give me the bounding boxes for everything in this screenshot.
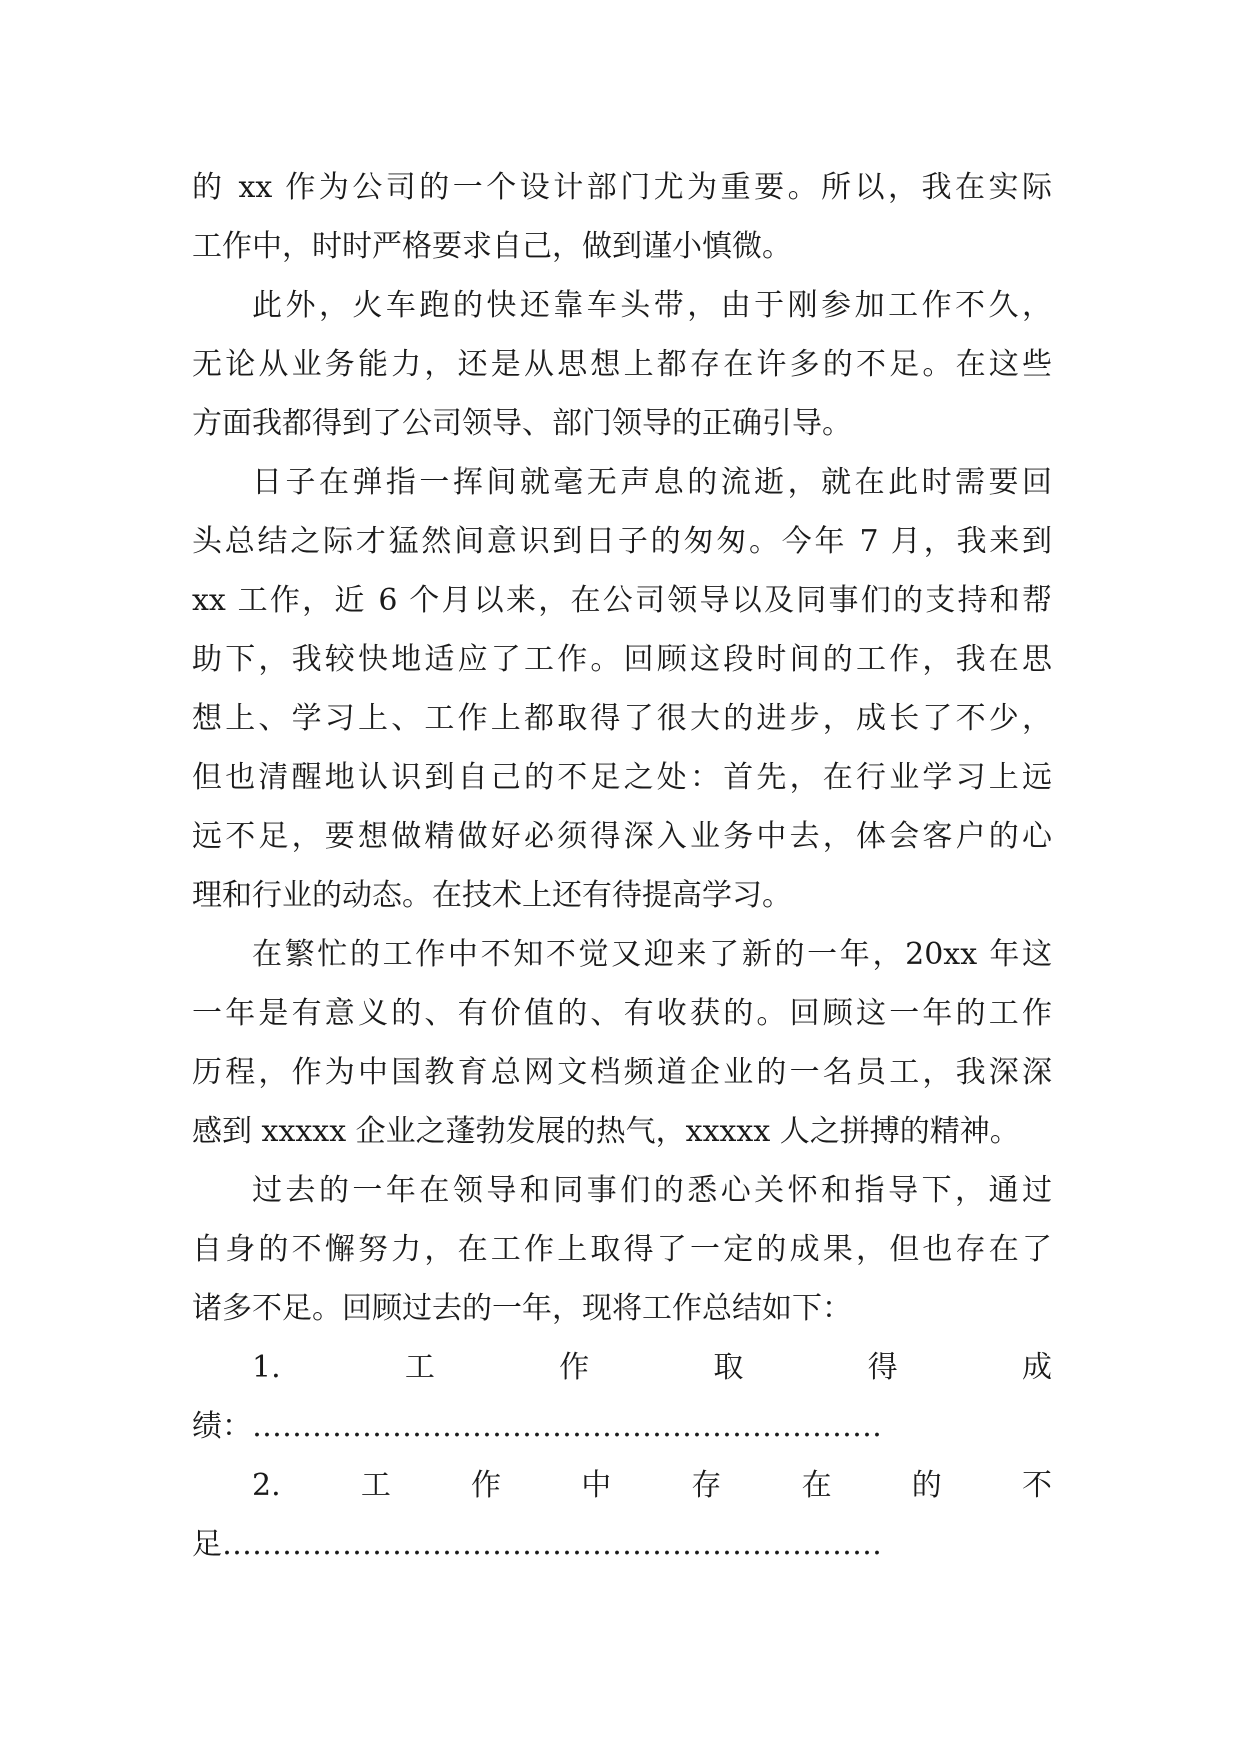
- toc-char: 1.: [252, 1350, 281, 1385]
- text-line: xx 工作，近 6 个月以来，在公司领导以及同事们的支持和帮: [192, 583, 1052, 618]
- text-line: 但也清醒地认识到自己的不足之处：首先，在行业学习上远: [192, 760, 1052, 795]
- toc-item-2: [192, 1456, 1052, 1574]
- toc-char: 不: [1021, 1468, 1052, 1503]
- text-line: 过去的一年在领导和同事们的悉心关怀和指导下，通过: [252, 1173, 1052, 1208]
- text-line: 感到 xxxxx 企业之蓬勃发展的热气，xxxxx 人之拼搏的精神。: [192, 1114, 1020, 1149]
- toc-spread-line: [192, 1456, 1052, 1515]
- toc-char: 作: [471, 1468, 501, 1503]
- toc-char: 中: [581, 1468, 612, 1503]
- toc-char: 得: [867, 1350, 898, 1385]
- text-line: 历程，作为中国教育总网文档频道企业的一名员工，我深深: [192, 1055, 1052, 1090]
- toc-char: 工: [360, 1468, 391, 1503]
- toc-char: 取: [713, 1350, 744, 1385]
- paragraph-4: [192, 925, 1052, 1161]
- toc-char: 工: [404, 1350, 435, 1385]
- text-line: 日子在弹指一挥间就毫无声息的流逝，就在此时需要回: [252, 465, 1052, 500]
- paragraph-5: [192, 1161, 1052, 1338]
- toc-leader-line: 绩：………………………………………………………: [192, 1409, 882, 1444]
- text-line: 想上、学习上、工作上都取得了很大的进步，成长了不少，: [192, 701, 1052, 736]
- text-line: 在繁忙的工作中不知不觉又迎来了新的一年，20xx 年这: [252, 937, 1052, 972]
- text-line: 的 xx 作为公司的一个设计部门尤为重要。所以，我在实际: [192, 170, 1052, 205]
- toc-char: 的: [911, 1468, 942, 1503]
- toc-char: 存: [691, 1468, 722, 1503]
- text-line: 此外，火车跑的快还靠车头带，由于刚参加工作不久，: [252, 288, 1052, 323]
- text-line: 远不足，要想做精做好必须得深入业务中去，体会客户的心: [192, 819, 1052, 854]
- toc-item-1: [192, 1338, 1052, 1456]
- text-line: 方面我都得到了公司领导、部门领导的正确引导。: [192, 406, 852, 441]
- toc-char: 成: [1021, 1350, 1052, 1385]
- paragraph-2: [192, 276, 1052, 453]
- text-line: 一年是有意义的、有价值的、有收获的。回顾这一年的工作: [192, 996, 1052, 1031]
- text-line: 工作中，时时严格要求自己，做到谨小慎微。: [192, 229, 792, 264]
- text-line: 诸多不足。回顾过去的一年，现将工作总结如下：: [192, 1291, 852, 1326]
- text-line: 助下，我较快地适应了工作。回顾这段时间的工作，我在思: [192, 642, 1052, 677]
- text-line: 无论从业务能力，还是从思想上都存在许多的不足。在这些: [192, 347, 1052, 382]
- text-line: 理和行业的动态。在技术上还有待提高学习。: [192, 878, 792, 913]
- document-page: [192, 158, 1052, 1574]
- toc-char: 作: [559, 1350, 590, 1385]
- text-line: 自身的不懈努力，在工作上取得了一定的成果，但也存在了: [192, 1232, 1052, 1267]
- toc-char: 2.: [252, 1468, 281, 1503]
- paragraph-1: [192, 158, 1052, 276]
- text-line: 头总结之际才猛然间意识到日子的匆匆。今年 7 月，我来到: [192, 524, 1052, 559]
- toc-char: 在: [801, 1468, 832, 1503]
- toc-leader-line: 足…………………………………………………………: [192, 1527, 882, 1562]
- toc-spread-line: [192, 1338, 1052, 1397]
- paragraph-3: [192, 453, 1052, 925]
